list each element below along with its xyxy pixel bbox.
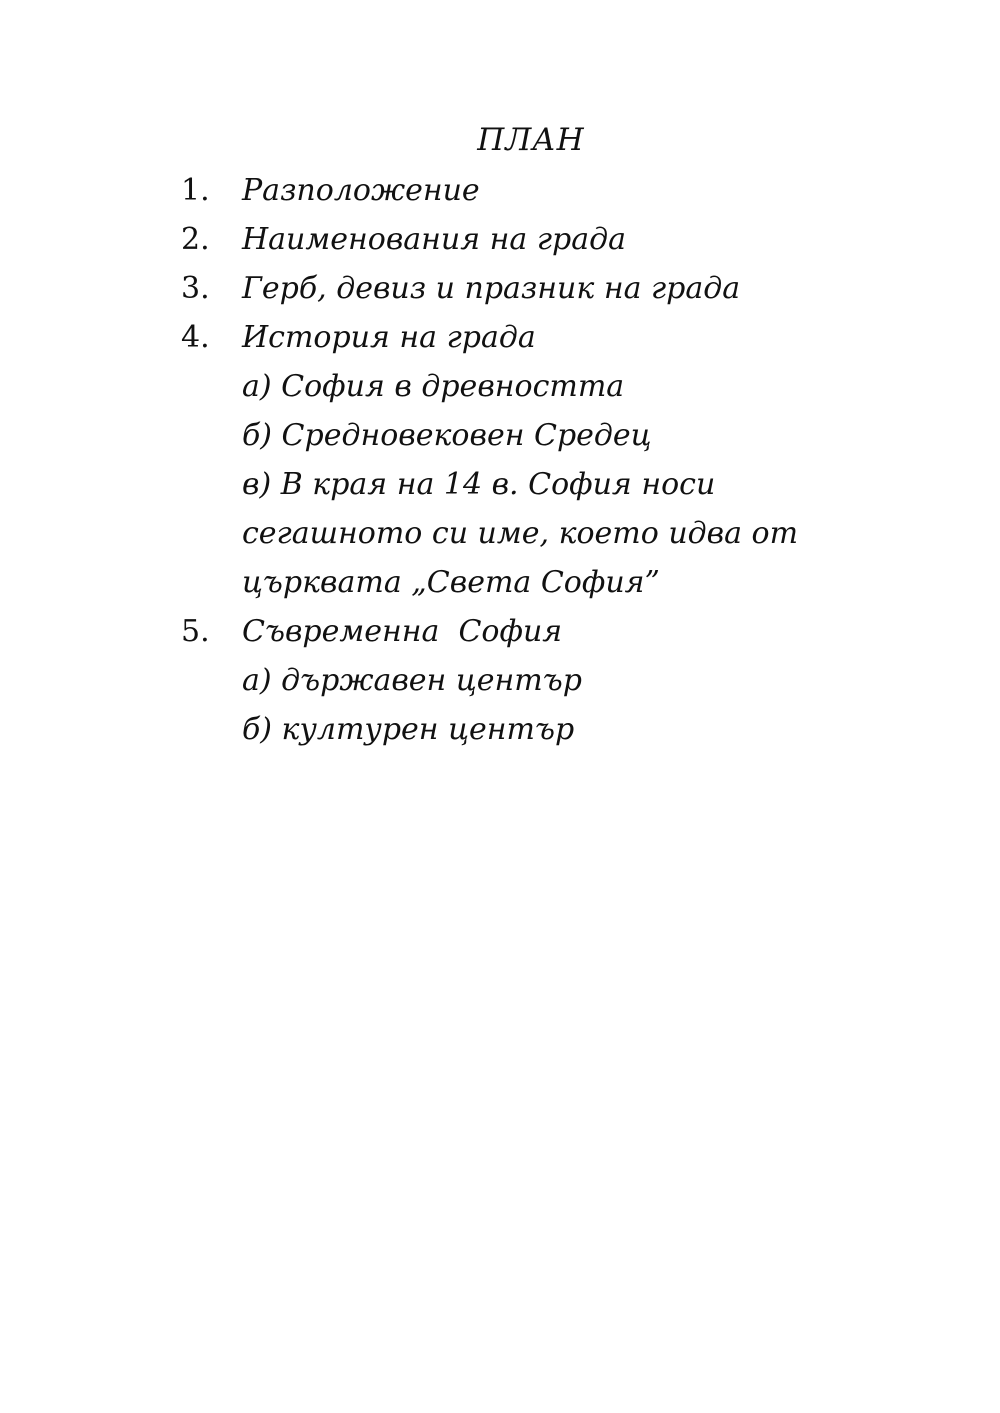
plan-subitem: б) Средновековен Средец [242, 418, 652, 453]
document-title: ПЛАН [477, 122, 585, 158]
plan-subitem: а) държавен център [242, 663, 582, 698]
item-text: Разположение [242, 173, 480, 208]
item-number: 2. [181, 222, 210, 257]
plan-subitem: а) София в древността [242, 369, 625, 404]
item-text: Герб, девиз и празник на града [242, 271, 741, 306]
item-number: 5. [181, 614, 210, 649]
item-text: Съвременна София [242, 614, 563, 649]
item-number: 1. [181, 173, 210, 208]
plan-item-5 [181, 607, 881, 656]
plan-item-2 [181, 215, 881, 264]
plan-list [181, 166, 881, 754]
plan-item-1 [181, 166, 881, 215]
item-text: История на града [242, 320, 536, 355]
item-number: 3. [181, 271, 210, 306]
plan-item-3 [181, 264, 881, 313]
item-text: Наименования на града [242, 222, 626, 257]
plan-subitem: в) В края на 14 в. София носи сегашното си име, което идва от църквата „Света София” [242, 467, 799, 600]
item-number: 4. [181, 320, 210, 355]
plan-subitem: б) културен център [242, 712, 575, 747]
plan-item-4 [181, 313, 881, 362]
